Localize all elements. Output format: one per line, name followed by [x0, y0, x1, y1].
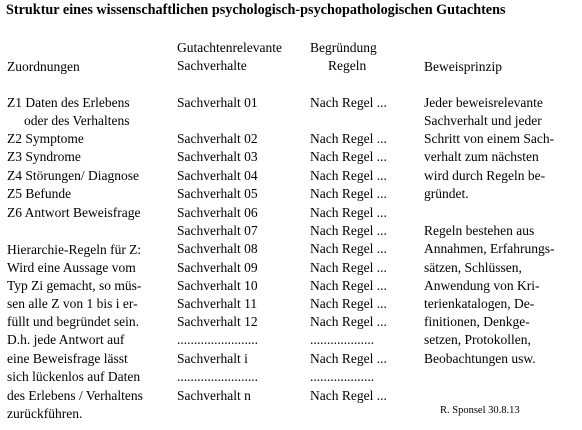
- sachverhalt-02: Sachverhalt 02: [177, 131, 258, 146]
- regeln-line-6: finitionen, Denkge-: [424, 314, 530, 329]
- beweisprinzip-line-5: wird durch Regeln be-: [424, 168, 546, 183]
- regeln-line-8: Beobachtungen usw.: [424, 351, 536, 366]
- regel-01: Nach Regel ...: [310, 95, 387, 110]
- sachverhalt-01: Sachverhalt 01: [177, 95, 258, 110]
- regel-ellipsis-1: ...................: [310, 332, 375, 347]
- header-sachverhalte-line2: Sachverhalte: [177, 58, 247, 73]
- sachverhalt-10: Sachverhalt 10: [177, 278, 258, 293]
- zuordnung-z6: Z6 Antwort Beweisfrage: [7, 205, 141, 220]
- zuordnung-z5: Z5 Befunde: [7, 186, 72, 201]
- sachverhalt-07: Sachverhalt 07: [177, 223, 258, 238]
- header-regeln-line1: Begründung: [310, 40, 377, 55]
- regel-04: Nach Regel ...: [310, 168, 387, 183]
- hierarchie-line-3: Typ Zi gemacht, so müs-: [7, 278, 142, 293]
- beweisprinzip-line-4: verhalt zum nächsten: [424, 149, 539, 164]
- regel-07: Nach Regel ...: [310, 223, 387, 238]
- sachverhalt-n: Sachverhalt n: [177, 388, 251, 403]
- regel-n: Nach Regel ...: [310, 388, 387, 403]
- hierarchie-line-10: zurückführen.: [7, 406, 83, 421]
- header-zuordnungen: Zuordnungen: [7, 59, 80, 74]
- author-signature: R. Sponsel 30.8.13: [440, 405, 520, 416]
- regel-03: Nach Regel ...: [310, 149, 387, 164]
- header-sachverhalte-line1: Gutachtenrelevante: [177, 40, 282, 55]
- sachverhalt-04: Sachverhalt 04: [177, 168, 258, 183]
- regel-05: Nach Regel ...: [310, 186, 387, 201]
- hierarchie-line-8: sich lückenlos auf Daten: [7, 369, 141, 384]
- zuordnung-z2: Z2 Symptome: [7, 131, 84, 146]
- regel-02: Nach Regel ...: [310, 131, 387, 146]
- hierarchie-line-6: D.h. jede Antwort auf: [7, 332, 125, 347]
- page-title: Struktur eines wissenschaftlichen psychologisch-psychopathologischen Gutachtens: [6, 2, 506, 18]
- sachverhalt-09: Sachverhalt 09: [177, 260, 258, 275]
- sachverhalt-08: Sachverhalt 08: [177, 241, 258, 256]
- zuordnung-z3: Z3 Syndrome: [7, 149, 81, 164]
- beweisprinzip-line-3: Schritt von einem Sach-: [424, 131, 555, 146]
- header-regeln-line2: Regeln: [328, 58, 367, 73]
- regel-12: Nach Regel ...: [310, 314, 387, 329]
- regel-08: Nach Regel ...: [310, 241, 387, 256]
- hierarchie-line-4: sen alle Z von 1 bis i er-: [7, 296, 138, 311]
- header-beweisprinzip: Beweisprinzip: [424, 59, 502, 74]
- regeln-line-3: sätzen, Schlüssen,: [424, 260, 522, 275]
- regel-ellipsis-2: ...................: [310, 369, 375, 384]
- regeln-line-1: Regeln bestehen aus: [424, 223, 535, 238]
- sachverhalt-ellipsis-2: ........................: [177, 369, 258, 384]
- hierarchie-line-7: eine Beweisfrage lässt: [7, 351, 128, 366]
- sachverhalt-12: Sachverhalt 12: [177, 314, 258, 329]
- sachverhalt-03: Sachverhalt 03: [177, 149, 258, 164]
- regel-10: Nach Regel ...: [310, 278, 387, 293]
- regel-11: Nach Regel ...: [310, 296, 387, 311]
- sachverhalt-i: Sachverhalt i: [177, 351, 248, 366]
- regel-09: Nach Regel ...: [310, 260, 387, 275]
- hierarchie-line-1: Hierarchie-Regeln für Z:: [7, 242, 142, 257]
- zuordnung-z1: Z1 Daten des Erlebens: [7, 95, 130, 110]
- regel-i: Nach Regel ...: [310, 351, 387, 366]
- zuordnung-z1-cont: oder des Verhaltens: [24, 113, 130, 128]
- regeln-line-7: setzen, Protokollen,: [424, 332, 531, 347]
- beweisprinzip-line-2: Sachverhalt und jeder: [424, 113, 542, 128]
- zuordnung-z4: Z4 Störungen/ Diagnose: [7, 168, 139, 183]
- sachverhalt-05: Sachverhalt 05: [177, 186, 258, 201]
- beweisprinzip-line-6: gründet.: [424, 186, 469, 201]
- sachverhalt-11: Sachverhalt 11: [177, 296, 258, 311]
- sachverhalt-06: Sachverhalt 06: [177, 205, 258, 220]
- hierarchie-line-9: des Erlebens / Verhaltens: [7, 388, 143, 403]
- hierarchie-line-5: füllt und begründet sein.: [7, 314, 139, 329]
- beweisprinzip-line-1: Jeder beweisrelevante: [424, 95, 543, 110]
- regeln-line-4: Anwendung von Kri-: [424, 278, 540, 293]
- hierarchie-line-2: Wird eine Aussage vom: [7, 260, 136, 275]
- regeln-line-5: terienkatalogen, De-: [424, 296, 535, 311]
- sachverhalt-ellipsis-1: ........................: [177, 332, 258, 347]
- regeln-line-2: Annahmen, Erfahrungs-: [424, 241, 555, 256]
- regel-06: Nach Regel ...: [310, 205, 387, 220]
